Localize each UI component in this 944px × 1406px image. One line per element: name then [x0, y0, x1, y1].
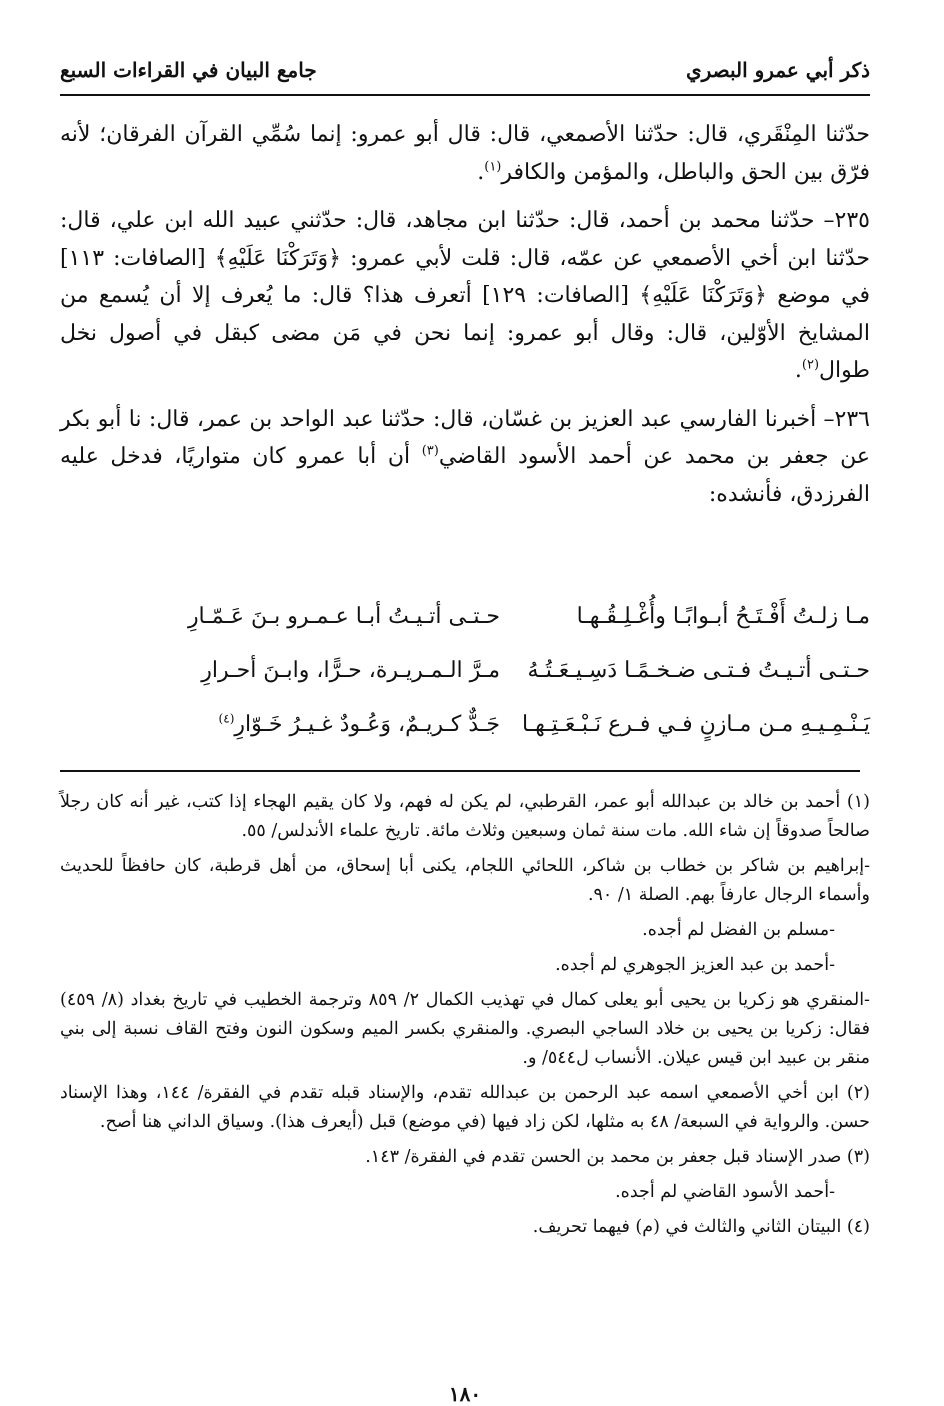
paragraph-1-text: حدّثنا المِنْقَري، قال: حدّثنا الأصمعي، قال: قال أبو عمرو: إنما سُمِّي القرآن الفرقان؛ لأنه فرّق بين الحق والباطل، والمؤمن والكافر	[60, 122, 870, 185]
verse-1-first-hemistich: مـا زلـتُ أَفْـتَـحُ أبـوابًـا وأُغْـلِـقُـهـا	[576, 604, 870, 629]
verse-2-second-hemistich	[201, 658, 500, 683]
paragraph-236	[60, 401, 870, 514]
main-text	[60, 116, 870, 524]
footnote-1-ibrahim: -إبراهيم بن شاكر بن خطاب بن شاكر، اللحائي اللجام، يكنى أبا إسحاق، من أهل قرطبة، كان حافظاً للحديث وأسماء الرجال عارفاً بهم. الصلة ١/ ٩٠.	[60, 856, 870, 905]
book-page	[60, 52, 870, 1406]
verse-3-first-hemistich: يَـنْـمِـيـهِ مـن مـازنٍ فـي فـرع نَـبْـعَـتِـهـا	[522, 712, 870, 737]
verse-3-second-text: جَـدٌّ كـريـمٌ، وَعُـودٌ غـيـرُ خَـوّارِ	[234, 712, 500, 737]
verse-2-first-hemistich: حـتـى أتـيـتُ فـتـى ضـخـمًـا دَسِـيـعَـتُـهُ	[527, 658, 870, 683]
footnote-3-aswad: -أحمد الأسود القاضي لم أجده.	[615, 1182, 835, 1202]
paragraph-235-text: ٢٣٥– حدّثنا محمد بن أحمد، قال: حدّثنا ابن مجاهد، قال: حدّثني عبيد الله ابن علي، قال: حدّثنا ابن أخي الأصمعي عن عمّه، قال: قلت لأبي عمرو: ﴿وَتَرَكْنَا عَلَيْهِ﴾ [الصافات: ١١٣] في موضع ﴿وَتَرَكْنَا عَلَيْهِ﴾ [الصافات: ١٢٩] أتعرف هذا؟ قال: ما يُعرف إلا أن يُسمع من المشايخ الأوّلين، قال: وقال أبو عمرو: إنما نحن في مَن مضى كبقل في أصول نخل طوال	[60, 208, 870, 383]
book-title: جامع البيان في القراءات السبع	[60, 58, 317, 82]
footnote-2: (٢) ابن أخي الأصمعي اسمه عبد الرحمن بن عبدالله تقدم، والإسناد قبله تقدم في الفقرة/ ١٤٤، وهذا الإسناد حسن. والرواية في السبعة/ ٤٨ به مثلها، لكن زاد فيها (في موضع) قبل (أيعرف هذا). وسياق الداني هنا أصح.	[60, 1083, 870, 1132]
footnote-1: (١) أحمد بن خالد بن عبدالله أبو عمر، القرطبي، لم يكن له فهم، ولا كان يقيم الهجاء إذا كتب، غير أنه كان رجلاً صالحاً صدوقاً إن شاء الله. مات سنة ثمان وسبعين وثلاث مائة. تاريخ علماء الأندلس/ ٥٥.	[60, 792, 870, 841]
footnote-separator	[60, 770, 860, 772]
footnote-ref-2: (٢)	[801, 357, 820, 373]
footnote-ref-3: (٣)	[421, 443, 439, 459]
running-header	[60, 52, 870, 96]
footnote-1-muslim: -مسلم بن الفضل لم أجده.	[642, 920, 835, 940]
paragraph-235-end: .	[794, 358, 802, 383]
verse-2	[60, 658, 870, 712]
verse-2-second-text: مـرَّ الـمـريـرة، حـرًّا، وابـنَ أحـرارِ	[201, 658, 500, 683]
verse-1-second-text: حـتـى أتـيـتُ أبـا عـمـرو بـنَ عَـمّـارِ	[187, 604, 500, 629]
poem	[60, 604, 870, 766]
footnote-ref-4: (٤)	[218, 711, 235, 726]
chapter-title: ذكر أبي عمرو البصري	[685, 58, 870, 82]
footnote-1-minqari: -المنقري هو زكريا بن يحيى أبو يعلى كمال في تهذيب الكمال ٢/ ٨٥٩ وترجمة الخطيب في تاريخ بغداد (٨/ ٤٥٩) فقال: زكريا بن يحيى بن خلاد الساجي البصري. والمنقري بكسر الميم وسكون النون وفتح القاف نسبة إلى بني منقر بن عبيد ابن قيس عيلان. الأنساب ل٥٤٤/ و.	[60, 990, 870, 1068]
footnote-4: (٤) البيتان الثاني والثالث في (م) فيهما تحريف.	[532, 1217, 870, 1237]
footnote-ref-1: (١)	[484, 159, 502, 175]
paragraph-1	[60, 116, 870, 191]
paragraph-235	[60, 202, 870, 390]
verse-1-second-hemistich	[188, 604, 500, 629]
paragraph-236-text-a: ٢٣٦– أخبرنا الفارسي عبد العزيز بن غسّان، قال: حدّثنا عبد الواحد بن عمر، قال: نا أبو بكر عن جعفر بن محمد عن أحمد الأسود القاضي	[60, 406, 870, 469]
paragraph-1-end: .	[477, 159, 485, 185]
footnote-1-jawhari: -أحمد بن عبد العزيز الجوهري لم أجده.	[555, 955, 835, 975]
verse-3	[60, 712, 870, 766]
page-number: ١٨٠	[448, 1382, 482, 1406]
paragraph-236-text-b: أن أبا عمرو كان متواريًا، فدخل عليه الفرزدق، فأنشده:	[60, 444, 870, 507]
footnote-3: (٣) صدر الإسناد قبل جعفر بن محمد بن الحسن تقدم في الفقرة/ ١٤٣.	[365, 1147, 870, 1167]
verse-1	[60, 604, 870, 658]
footnotes	[60, 788, 870, 1248]
verse-3-second-hemistich	[219, 712, 500, 737]
